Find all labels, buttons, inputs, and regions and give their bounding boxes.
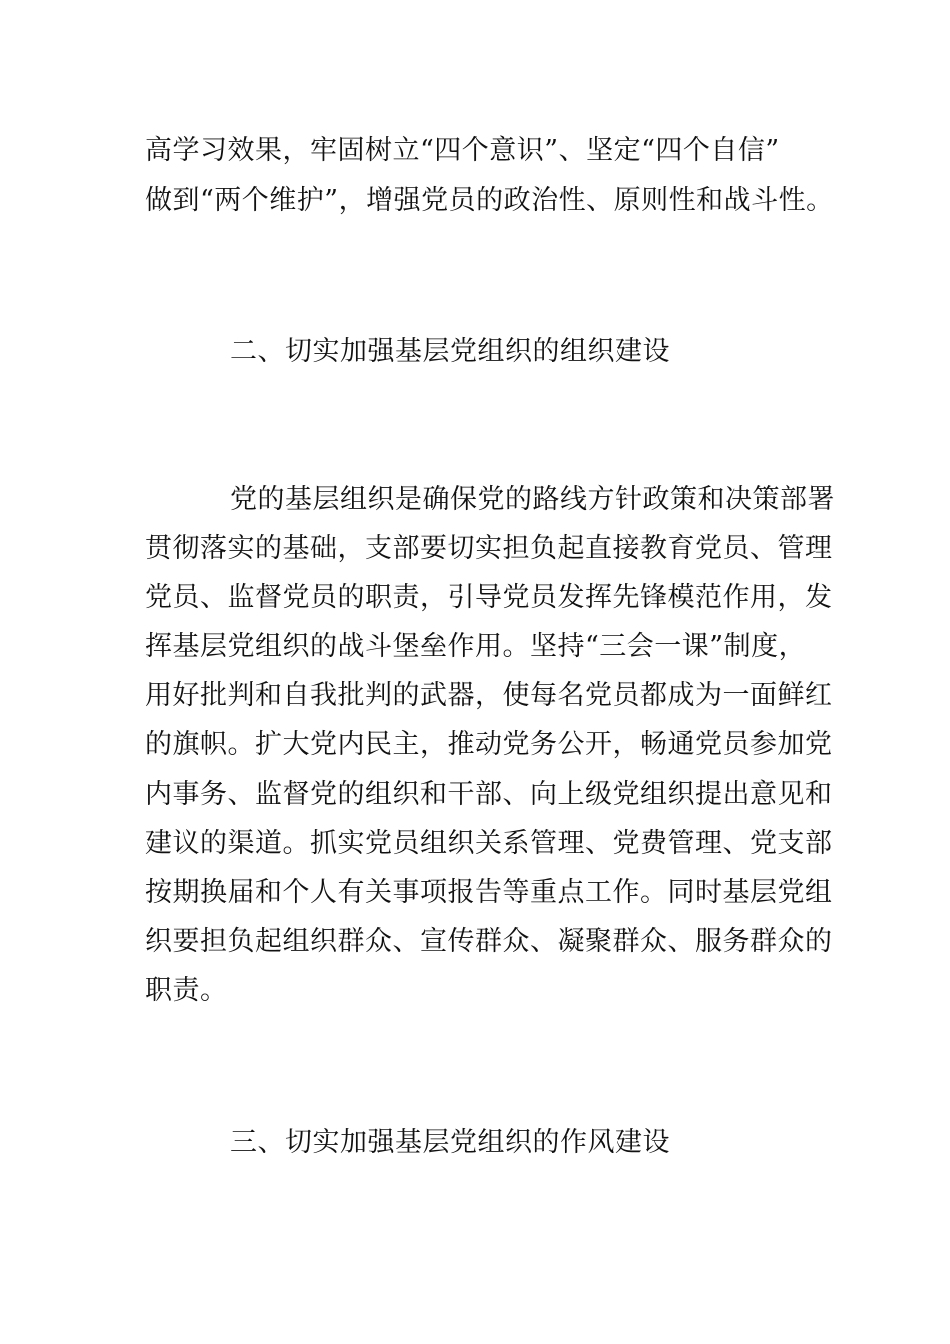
paragraph-line: 织要担负起组织群众、宣传群众、凝聚群众、服务群众的 xyxy=(145,926,833,957)
paragraph-line: 做到“两个维护”，增强党员的政治性、原则性和战斗性。 xyxy=(145,185,834,216)
paragraph-line: 职责。 xyxy=(145,975,228,1006)
paragraph-line: 高学习效果，牢固树立“四个意识”、坚定“四个自信” xyxy=(145,135,780,166)
paragraph-line: 党员、监督党员的职责，引导党员发挥先锋模范作用，发 xyxy=(145,582,833,613)
paragraph-line: 的旗帜。扩大党内民主，推动党务公开，畅通党员参加党 xyxy=(145,729,833,760)
section-heading: 二、切实加强基层党组织的组织建设 xyxy=(230,336,670,367)
paragraph-line: 挥基层党组织的战斗堡垒作用。坚持“三会一课”制度， xyxy=(145,631,807,662)
section-heading: 三、切实加强基层党组织的作风建设 xyxy=(230,1127,670,1158)
paragraph-line: 建议的渠道。抓实党员组织关系管理、党费管理、党支部 xyxy=(145,828,833,859)
paragraph-line: 内事务、监督党的组织和干部、向上级党组织提出意见和 xyxy=(145,779,833,810)
paragraph-line: 贯彻落实的基础，支部要切实担负起直接教育党员、管理 xyxy=(145,533,833,564)
paragraph-line: 按期换届和个人有关事项报告等重点工作。同时基层党组 xyxy=(145,877,833,908)
paragraph-line: 用好批判和自我批判的武器，使每名党员都成为一面鲜红 xyxy=(145,680,833,711)
paragraph-line: 党的基层组织是确保党的路线方针政策和决策部署 xyxy=(230,484,835,515)
